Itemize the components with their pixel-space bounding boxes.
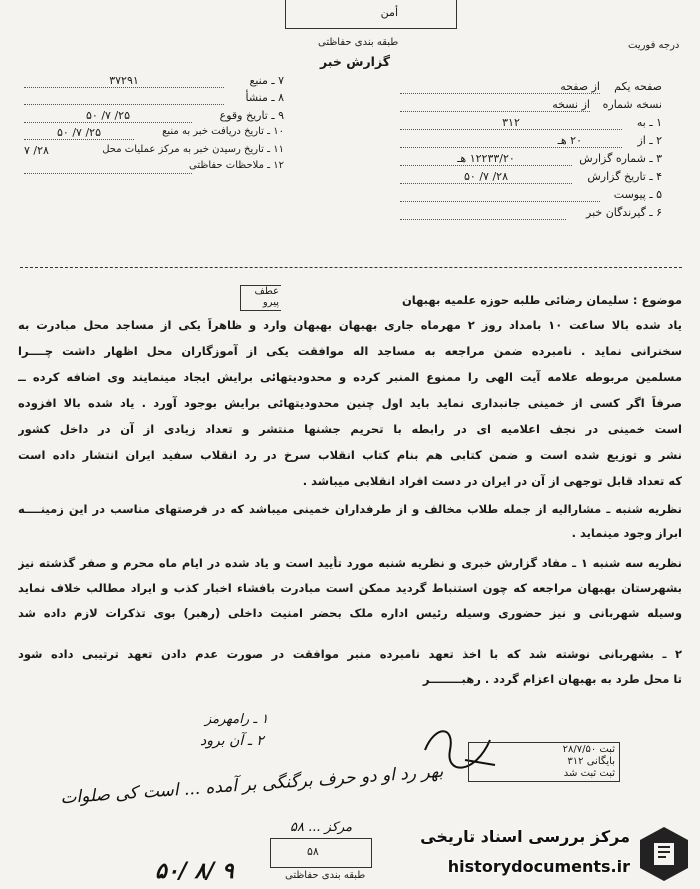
field-value: ۲۵/ ۷/ ۵۰ [24, 109, 192, 123]
right-field-row [400, 80, 662, 96]
classification-top: طبقه بندی حفاظتی [318, 37, 399, 48]
opinion-saturday-cont: ابراز وجود مینماید . [571, 526, 682, 540]
watermark-title: مرکز بررسی اسناد تاریخی [420, 827, 630, 846]
field-label: ۱ ـ به [636, 116, 662, 129]
left-field-row [24, 126, 284, 142]
field-label: ۲ ـ از [637, 134, 662, 147]
right-field-row [400, 152, 662, 168]
left-field-row [24, 74, 284, 90]
field-label: ۷ ـ منبع [249, 74, 284, 87]
field-label: ۳ ـ شماره گزارش [579, 152, 662, 165]
top-stamp-text: أمن [380, 6, 398, 19]
body-line: نشر و توزیع شده است و ضمن کتابی هم بنام کتاب انقلاب سرخ در رد انقلاب سفید ایران انتشار داده است [18, 448, 682, 462]
field-value [400, 206, 566, 220]
footer-number: ۵۸ [307, 845, 319, 858]
top-classification-box [285, 0, 457, 29]
footer-classification: طبقه بندی حفاظتی [285, 870, 366, 881]
right-field-row [400, 206, 662, 222]
field-label: ۴ ـ تاریخ گزارش [587, 170, 662, 183]
handwritten-signature: مرکز ... ۵۸ [290, 820, 353, 835]
reference-box [240, 285, 281, 311]
field-label: ۶ ـ گیرندگان خبر [586, 206, 662, 219]
archive-watermark [370, 819, 700, 889]
body-line: صرفاً اگر کسی از خمینی جانبداری نماید باید اول چنین محدودیتهائی برایش بوجود آورد . یاد شده بالا افزوده [18, 396, 682, 410]
field-label: صفحه یکم [614, 80, 662, 93]
field-value: ۱۲۲۳۳/۲۰ هـ [400, 152, 572, 166]
field-value: ۲۸/ ۷/ ۵۰ [400, 170, 572, 184]
body-line: بشهرستان بهبهان مراجعه که چون استنباط گردید ممکن است مبادرت بافشاء اخبار کذب و ایراد مطالب خلاف نماید [18, 581, 682, 595]
handwritten-long-note: بهر رد او دو حرف برگنگی بر آمده ... است کی صلوات [59, 761, 444, 809]
field-value: از نسخه [400, 98, 590, 112]
archive-logo-icon [636, 825, 692, 883]
registration-stamp [468, 742, 620, 782]
body-line: که تعداد قابل توجهی از آن در ایران در دست افراد انقلابی میباشد . [302, 474, 682, 488]
priority-label: درجه فوریت [628, 40, 680, 51]
body-line: مسلمین مربوطه علامه آیت الهی را ممنوع المنبر کرده و محدودیتهائی برایش ایجاد مینمایند وی اضافه کرده ــ [18, 370, 682, 384]
body-line: یاد شده بالا ساعت ۱۰ بامداد روز ۲ مهرماه جاری بهبهان بهبهان وارد و ظاهراً یکی از مساجد محل مبادرت به [18, 318, 682, 332]
field-value: ۳۱۲ [400, 116, 622, 130]
field-label: ۸ ـ منشأ [245, 91, 284, 104]
body-line: ۲ ـ بشهربانی نوشته شد که با اخذ تعهد نامبرده منبر موافقت در صورت عدم دادن تعهد ترتیبی داده شود [18, 647, 682, 661]
body-line: سخنرانی نماید . نامبرده ضمن مراجعه به مساجد اله موافقت یکی از آموزگاران محل اظهار داشت چــــرا [18, 344, 682, 358]
left-fields [24, 74, 284, 174]
handwritten-date: ۵۰/ ۸/ ۹ [155, 858, 234, 884]
field-value [24, 160, 192, 174]
subject-line: موضوع : سلیمان رضائی طلبه حوزه علمیه بهبهان [401, 293, 682, 307]
document-title: گزارش خبر [320, 54, 391, 69]
handwritten-note-two: ۲ ـ آن برود [200, 733, 264, 749]
opinion-saturday: نظریه شنبه ـ مشارالیه از جمله طلاب مخالف و از طرفداران خمینی میباشد که در فرصتهای مناسب در این زمینــــه [18, 502, 682, 516]
field-label: ۱۱ ـ تاریخ رسیدن خبر به مرکز عملیات محل [102, 144, 284, 155]
left-field-row [24, 109, 284, 125]
stamp-line: ثبت ۲۸/۷/۵۰ [562, 744, 615, 755]
reference-label: عطف [254, 286, 279, 297]
field-value [400, 188, 600, 202]
body-line: وسیله شهربانی و نیز حضوری وسیله رئیس اداره ملک بحضر امنیت داخلی (رهبر) بوی تذکرات لازم داده شد [18, 606, 682, 620]
right-field-row [400, 188, 662, 204]
right-field-row [400, 170, 662, 186]
left-field-row [24, 144, 284, 160]
right-field-row [400, 116, 662, 132]
right-fields [400, 80, 662, 230]
field-value: ۲۰ هـ [400, 134, 622, 148]
field-value [24, 91, 224, 105]
body-line: است خمینی در نجف اعلامیه ای در رابطه با تحریم جشنها منتشر و تعداد زیادی از آن در داخل کشور [18, 422, 682, 436]
field-value: ۳۷۲۹۱ [24, 74, 224, 88]
left-field-row [24, 91, 284, 107]
left-field-row [24, 160, 284, 176]
right-field-row [400, 98, 662, 114]
header-divider [20, 267, 682, 268]
field-value: از صفحه [400, 80, 600, 94]
field-label: ۱۰ ـ تاریخ دریافت خبر به منبع [162, 126, 284, 137]
field-label: ۱۲ ـ ملاحظات حفاظتی [189, 160, 284, 171]
footer-classification-box [270, 838, 372, 868]
watermark-url: historydocuments.ir [447, 857, 630, 876]
right-field-row [400, 134, 662, 150]
field-label: ۵ ـ پیوست [613, 188, 662, 201]
field-value: ۲۸/ ۷ [24, 144, 49, 157]
reference-sub: پیرو [262, 297, 279, 308]
body-line: نظریه سه شنبه ۱ ـ مفاد گزارش خبری و نظریه شنبه مورد تأیید است و یاد شده در ایام ماه محرم و صفر گذشته نیز [18, 556, 682, 570]
handwritten-note-one: ۱ ـ رامهرمز [205, 712, 269, 727]
body-line: تا محل طرد به بهبهان اعزام گردد . رهبــــــــر [422, 672, 682, 686]
field-label: ۹ ـ تاریخ وقوع [219, 109, 284, 122]
field-label: نسخه شماره [602, 98, 662, 111]
stamp-line: بایگانی ۳۱۲ [567, 756, 615, 767]
field-value: ۲۵/ ۷/ ۵۰ [24, 126, 134, 140]
stamp-line: ثبت ثبت شد [563, 768, 615, 779]
